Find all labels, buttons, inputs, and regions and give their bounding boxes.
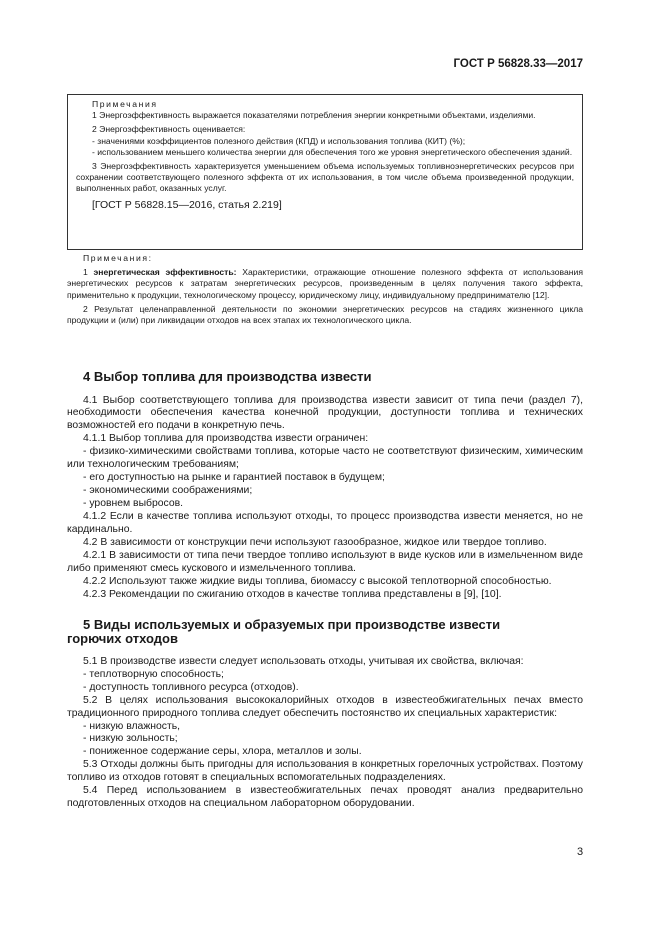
- notes-section: [67, 253, 583, 326]
- document-code: ГОСТ Р 56828.33—2017: [453, 58, 583, 70]
- paragraph: 5.4 Перед использованием в известеобжигательных печах проводят анализ предварительно подготовленных отходов на специальном лабораторном оборудовании.: [67, 785, 583, 810]
- paragraph: 5.2 В целях использования высококалорийных отходов в известеобжигательных печах вместо традиционного природного топлива следует обеспечить постоянство их специальных характеристик:: [67, 694, 583, 719]
- note-1-term: энергетическая эффективность:: [93, 267, 237, 278]
- paragraph: - физико-химическими свойствами топлива, которые часто не соответствуют физическим, химическим или технологическим требованиям;: [67, 446, 583, 471]
- note-1-text: Характеристики, отражающие отношение полезного эффекта от использования энергетических ресурсов к затратам энергетических ресурсов, произведенным в целях получения такого эффекта, применительно к продукции, технологическому процессу, юридическому лицу, индивидуальному предпринимателю [12].: [67, 267, 583, 300]
- note-1-number: 1: [83, 267, 94, 278]
- paragraph: 5.1 В производстве извести следует использовать отходы, учитывая их свойства, включая:: [83, 655, 524, 667]
- paragraph: - его доступностью на рынке и гарантией поставок в будущем;: [83, 472, 385, 484]
- notes-box-item: - использованием меньшего количества энергии для обеспечения того же уровня энергетического обеспечения зданий.: [92, 146, 573, 157]
- notes-box-item: - значениями коэффициентов полезного действия (КПД) и использования топлива (КИТ) (%);: [92, 135, 466, 146]
- section-5-heading: [67, 618, 583, 647]
- paragraph: - низкую влажность,: [83, 720, 181, 732]
- paragraph: 4.1.2 Если в качестве топлива используют отходы, то процесс производства извести меняется, но не кардинально.: [67, 511, 583, 536]
- paragraph: 4.1 Выбор соответствующего топлива для производства извести зависит от типа печи (раздел 7), необходимости обеспечения качества конечной продукции, доступности топлива и технических возможностей его подачи в конкретную печь.: [67, 394, 583, 432]
- paragraph: 5.3 Отходы должны быть пригодны для использования в конкретных горелочных устройствах. Поэтому топливо из отходов готовят в специальных вспомогательных подразделениях.: [67, 759, 583, 784]
- section-4-heading: 4 Выбор топлива для производства извести: [83, 369, 372, 384]
- section-5-heading-line1: 5 Виды используемых и образуемых при производстве извести: [83, 616, 501, 632]
- note-1: [67, 267, 583, 301]
- paragraph: 4.2.3 Рекомендации по сжиганию отходов в качестве топлива представлены в [9], [10].: [83, 588, 502, 600]
- paragraph: - уровнем выбросов.: [83, 498, 184, 510]
- notes-title: Примечания:: [83, 253, 153, 263]
- paragraph: - пониженное содержание серы, хлора, металлов и золы.: [83, 746, 362, 758]
- paragraph: 4.1.1 Выбор топлива для производства извести ограничен:: [83, 433, 369, 445]
- notes-box-reference: [ГОСТ Р 56828.15—2016, статья 2.219]: [92, 198, 282, 211]
- notes-box-item: 3 Энергоэффективность характеризуется уменьшением объема используемых топливноэнергетических ресурсов при сохранении соответствующего полезного эффекта от их использования, в том числе объема произведенной продукции, выполненных работ, оказанных услуг.: [76, 161, 574, 194]
- main-body: [67, 370, 583, 811]
- section-5-heading-line2: горючих отходов: [67, 631, 178, 647]
- paragraph: - экономическими соображениями;: [83, 485, 253, 497]
- paragraph: 4.2.2 Используют также жидкие виды топлива, биомассу с высокой теплотворной способностью.: [83, 575, 552, 587]
- notes-box-title: Примечания: [92, 99, 158, 109]
- paragraph: - низкую зольность;: [83, 733, 178, 745]
- paragraph: - доступность топливного ресурса (отходов).: [83, 681, 299, 693]
- notes-box-item: 1 Энергоэффективность выражается показателями потребления энергии конкретными объектами, изделиями.: [92, 110, 536, 121]
- notes-box-item: 2 Энергоэффективность оценивается:: [92, 124, 246, 135]
- paragraph: - теплотворную способность;: [83, 668, 224, 680]
- page-number: 3: [577, 846, 584, 858]
- paragraph: 4.2.1 В зависимости от типа печи твердое топливо используют в виде кусков или в измельченном виде либо применяют смесь кускового и измельченного топлива.: [67, 549, 583, 574]
- notes-box: [67, 94, 583, 250]
- paragraph: 4.2 В зависимости от конструкции печи используют газообразное, жидкое или твердое топливо.: [83, 536, 547, 548]
- note-2: 2 Результат целенаправленной деятельности по экономии энергетических ресурсов на стадиях жизненного цикла продукции и (или) при ликвидации отходов на всех этапах их технологического цикла.: [67, 303, 583, 326]
